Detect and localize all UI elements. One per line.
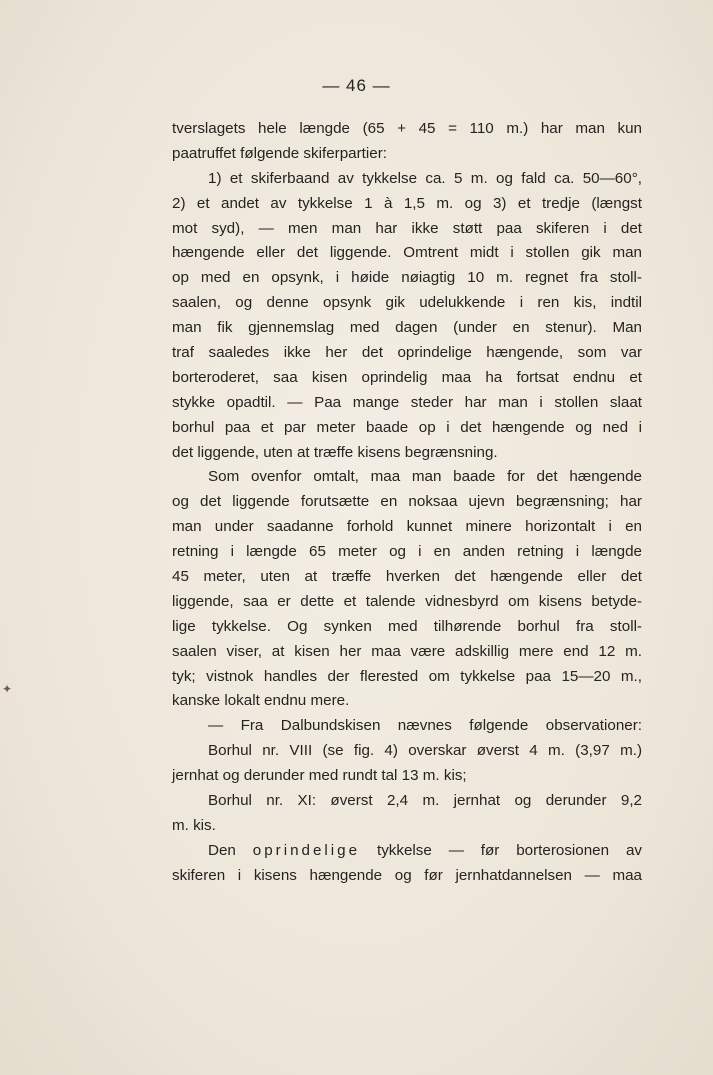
- text-line: m. kis.: [172, 816, 216, 834]
- text-line: stykke opadtil. — Paa mange steder har man i stollen slaat: [172, 393, 642, 411]
- text-line: man fik gjennemslag med dagen (under en stenur). Man: [172, 319, 642, 337]
- text-line: borteroderet, saa kisen oprindelig maa ha fortsat endnu et: [172, 368, 642, 386]
- page-number: — 46 —: [322, 76, 391, 95]
- text-fragment: Den: [208, 841, 236, 859]
- text-line: jernhat og derunder med rundt tal 13 m. kis;: [172, 767, 467, 785]
- text-line: paatruffet følgende skiferpartier:: [172, 144, 387, 162]
- text-fragment: tykkelse — før borterosionen av: [376, 841, 642, 859]
- text-line: op med en opsynk, i høide nøiagtig 10 m. regnet fra stoll-: [172, 269, 642, 287]
- text-line: [172, 839, 642, 864]
- text-line: Borhul nr. XI: øverst 2,4 m. jernhat og derunder 9,2: [208, 792, 642, 810]
- text-line: mot syd), — men man har ikke støtt paa skiferen i det: [172, 219, 642, 237]
- ink-speck-icon: ✦: [2, 682, 13, 696]
- text-line: 1) et skiferbaand av tykkelse ca. 5 m. og fald ca. 50—60°,: [208, 169, 642, 187]
- text-line: tverslagets hele længde (65 + 45 = 110 m.) har man kun: [172, 120, 642, 137]
- text-line: traf saaledes ikke her det oprindelige hængende, som var: [172, 344, 642, 362]
- text-line: hængende eller det liggende. Omtrent midt i stollen gik man: [172, 244, 642, 262]
- text-line: retning i længde 65 meter og i en anden retning i længde: [172, 543, 642, 561]
- text-line: man under saadanne forhold kunnet minere horizontalt i en: [172, 518, 642, 536]
- text-line: og det liggende forutsætte en noksaa ujevn begrænsning; har: [172, 493, 642, 511]
- text-line: 45 meter, uten at træffe hverken det hængende eller det: [172, 568, 642, 586]
- text-line: 2) et andet av tykkelse 1 à 1,5 m. og 3) et tredje (længst: [172, 194, 642, 212]
- text-line: kanske lokalt endnu mere.: [172, 692, 350, 710]
- text-line: skiferen i kisens hængende og før jernhatdannelsen — maa: [172, 866, 642, 884]
- text-line: lige tykkelse. Og synken med tilhørende borhul fra stoll-: [172, 617, 642, 635]
- text-line: Borhul nr. VIII (se fig. 4) overskar øverst 4 m. (3,97 m.): [208, 742, 642, 760]
- text-line: det liggende, uten at træffe kisens begrænsning.: [172, 443, 498, 461]
- text-line: saalen viser, at kisen her maa være adskillig mere end 12 m.: [172, 642, 642, 660]
- text-line: liggende, saa er dette et talende vidnesbyrd om kisens betyde-: [172, 592, 642, 610]
- text-line: tyk; vistnok handles der flerested om tykkelse paa 15—20 m.,: [172, 667, 642, 685]
- text-line: saalen, og denne opsynk gik udelukkende i ren kis, indtil: [172, 294, 642, 312]
- text-line: — Fra Dalbundskisen nævnes følgende observationer:: [208, 717, 642, 735]
- text-line: borhul paa et par meter baade op i det hængende og ned i: [172, 418, 642, 436]
- text-line: Som ovenfor omtalt, maa man baade for det hængende: [208, 468, 642, 486]
- body-text: [172, 117, 642, 889]
- emphasized-word: oprindelige: [252, 841, 361, 859]
